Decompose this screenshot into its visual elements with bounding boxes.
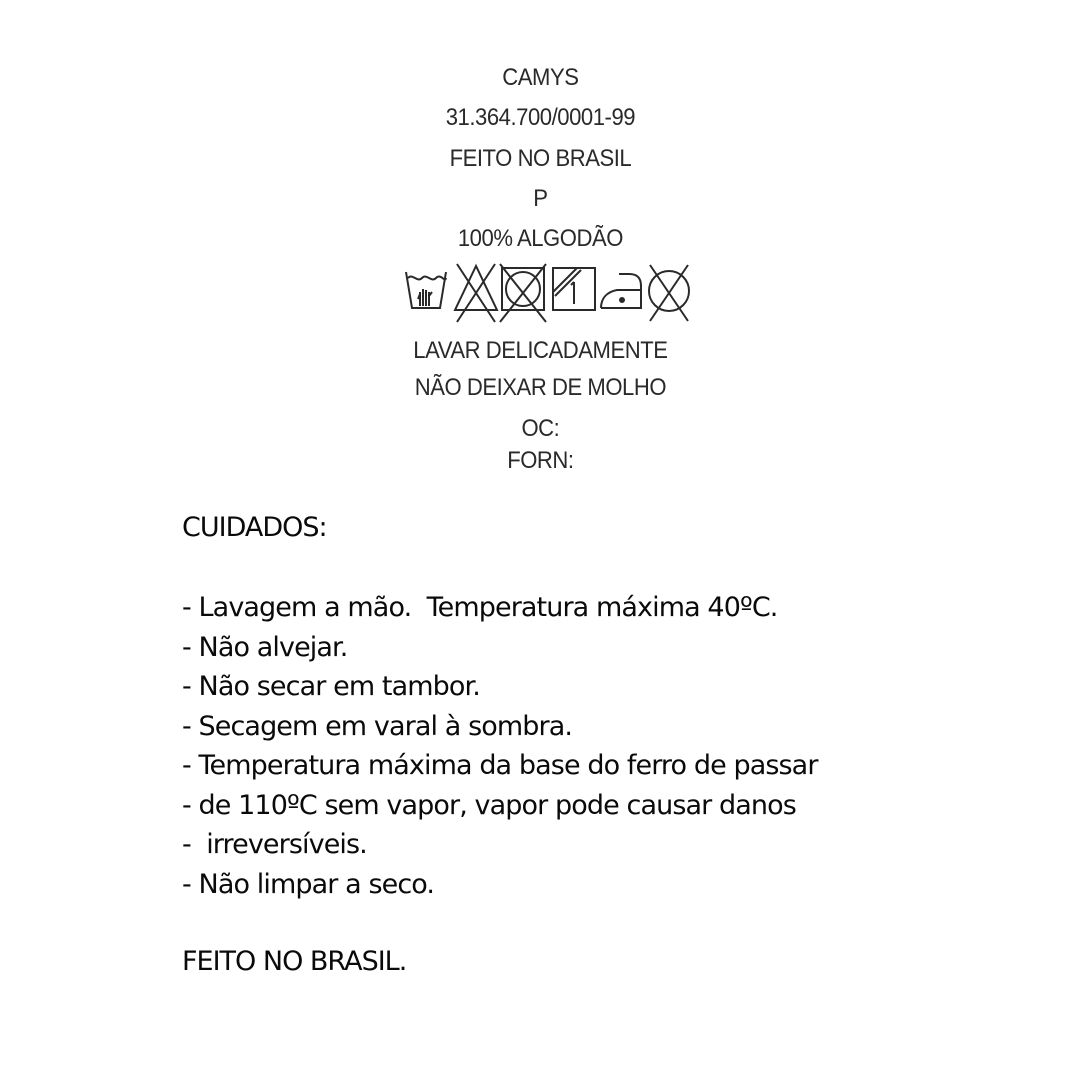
forn-field: FORN: [507, 447, 574, 474]
size-text: P [533, 185, 548, 212]
list-item: - de 110ºC sem vapor, vapor pode causar danos [182, 789, 796, 821]
do-not-bleach-icon [455, 264, 497, 322]
line-dry-in-shade-icon [553, 268, 595, 310]
do-not-dry-clean-icon [649, 265, 689, 321]
care-title: CUIDADOS: [182, 512, 327, 543]
list-item: - Não secar em tambor. [182, 671, 480, 702]
instruction-soak: NÃO DEIXAR DE MOLHO [414, 374, 667, 401]
care-instructions [182, 508, 1062, 982]
do-not-tumble-dry-icon [500, 264, 546, 322]
cnpj-number: 31.364.700/0001-99 [445, 104, 636, 131]
list-item: - Não alvejar. [182, 631, 348, 663]
composition-text: 100% ALGODÃO [457, 225, 623, 252]
iron-low-temperature-icon [601, 274, 641, 308]
care-list [182, 588, 1062, 904]
hand-wash-icon [406, 272, 446, 308]
list-item: - Secagem em varal à sombra. [182, 710, 573, 742]
list-item: - irreversíveis. [182, 829, 367, 860]
list-item: - Não limpar a seco. [182, 868, 435, 900]
list-item: - Temperatura máxima da base do ferro de passar [182, 750, 818, 781]
care-symbols [403, 262, 693, 324]
origin-text: FEITO NO BRASIL [449, 145, 632, 172]
oc-field: OC: [521, 415, 560, 442]
care-footer: FEITO NO BRASIL. [182, 946, 407, 977]
brand-name: CAMYS [502, 64, 579, 91]
instruction-wash: LAVAR DELICADAMENTE [413, 337, 668, 364]
list-item: - Lavagem a mão. Temperatura máxima 40ºC. [182, 592, 778, 623]
